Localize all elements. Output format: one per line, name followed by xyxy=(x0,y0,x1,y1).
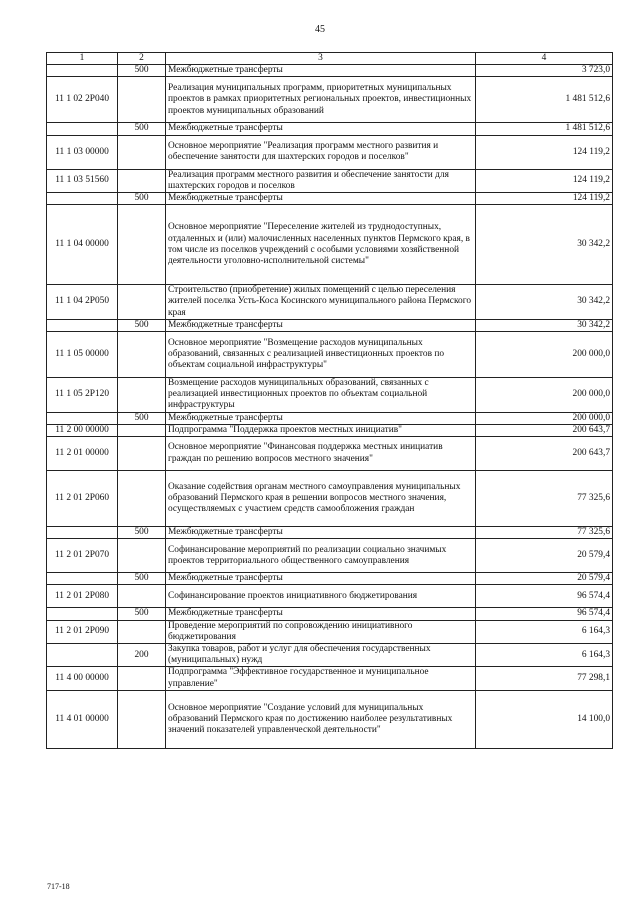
table-row xyxy=(47,690,613,748)
cell-name: Реализация программ местного развития и обеспечение занятости для шахтерских городов и поселков xyxy=(166,169,476,192)
table-row xyxy=(47,424,613,436)
cell-code: 11 2 01 2P080 xyxy=(47,585,118,608)
cell-amount: 30 342,2 xyxy=(476,319,613,331)
cell-type: 500 xyxy=(118,573,166,585)
table-row xyxy=(47,573,613,585)
cell-code xyxy=(47,123,118,135)
cell-name: Строительство (приобретение) жилых помещений с целью переселения жителей поселка Усть-Коса Косинского муниципального района Пермского края xyxy=(166,285,476,320)
cell-name: Возмещение расходов муниципальных образований, связанных с реализацией инвестиционных проектов по объектам социальной инфраструктуры xyxy=(166,378,476,413)
cell-code xyxy=(47,319,118,331)
cell-type xyxy=(118,667,166,690)
cell-type xyxy=(118,690,166,748)
cell-code: 11 1 03 00000 xyxy=(47,135,118,169)
table-row xyxy=(47,65,613,77)
cell-name: Софинансирование проектов инициативного бюджетирования xyxy=(166,585,476,608)
table-row xyxy=(47,644,613,667)
cell-amount: 1 481 512,6 xyxy=(476,123,613,135)
cell-type: 500 xyxy=(118,123,166,135)
cell-amount: 200 000,0 xyxy=(476,332,613,378)
cell-amount: 77 298,1 xyxy=(476,667,613,690)
cell-code: 11 2 01 2P060 xyxy=(47,471,118,527)
cell-code xyxy=(47,573,118,585)
cell-name: Реализация муниципальных программ, приоритетных муниципальных проектов в рамках приоритетных региональных проектов, инвестиционных проектов муниципальных образований xyxy=(166,77,476,123)
cell-amount: 200 000,0 xyxy=(476,378,613,413)
table-row xyxy=(47,437,613,471)
cell-name: Межбюджетные трансферты xyxy=(166,193,476,205)
cell-code: 11 1 04 00000 xyxy=(47,205,118,285)
table-row xyxy=(47,135,613,169)
cell-type xyxy=(118,424,166,436)
cell-name: Закупка товаров, работ и услуг для обеспечения государственных (муниципальных) нужд xyxy=(166,644,476,667)
table-row xyxy=(47,332,613,378)
table-header-row xyxy=(47,53,613,65)
table-row xyxy=(47,169,613,192)
cell-amount: 30 342,2 xyxy=(476,285,613,320)
cell-name: Основное мероприятие "Переселение жителей из труднодоступных, отдаленных и (или) малочисленных населенных пунктов Пермского края, в том числе из поселков учреждений с особыми условиями хозяйственной деятельности уголовно-исполнительной системы" xyxy=(166,205,476,285)
cell-code: 11 2 01 2P070 xyxy=(47,539,118,573)
cell-amount: 124 119,2 xyxy=(476,135,613,169)
cell-name: Межбюджетные трансферты xyxy=(166,608,476,620)
table-row xyxy=(47,412,613,424)
cell-amount: 6 164,3 xyxy=(476,620,613,643)
header-col-2: 2 xyxy=(118,53,166,65)
cell-amount: 77 325,6 xyxy=(476,471,613,527)
table-row xyxy=(47,608,613,620)
cell-type xyxy=(118,135,166,169)
cell-amount: 20 579,4 xyxy=(476,539,613,573)
cell-type xyxy=(118,620,166,643)
cell-name: Подпрограмма "Поддержка проектов местных инициатив" xyxy=(166,424,476,436)
table-body xyxy=(47,65,613,749)
table-row xyxy=(47,667,613,690)
cell-type xyxy=(118,285,166,320)
cell-name: Основное мероприятие "Создание условий для муниципальных образований Пермского края по достижению наиболее результативных значений показателей управленческой деятельности" xyxy=(166,690,476,748)
cell-code: 11 1 04 2P050 xyxy=(47,285,118,320)
cell-type: 200 xyxy=(118,644,166,667)
cell-code: 11 2 01 2P090 xyxy=(47,620,118,643)
table-row xyxy=(47,285,613,320)
cell-amount: 200 000,0 xyxy=(476,412,613,424)
cell-type xyxy=(118,437,166,471)
document-code: 717-18 xyxy=(47,882,70,891)
cell-code: 11 1 02 2P040 xyxy=(47,77,118,123)
cell-code xyxy=(47,65,118,77)
cell-amount: 30 342,2 xyxy=(476,205,613,285)
cell-amount: 77 325,6 xyxy=(476,527,613,539)
table-row xyxy=(47,471,613,527)
cell-code: 11 4 00 00000 xyxy=(47,667,118,690)
table-row xyxy=(47,77,613,123)
cell-name: Межбюджетные трансферты xyxy=(166,412,476,424)
table-row xyxy=(47,123,613,135)
cell-name: Проведение мероприятий по сопровождению инициативного бюджетирования xyxy=(166,620,476,643)
cell-name: Межбюджетные трансферты xyxy=(166,123,476,135)
cell-type: 500 xyxy=(118,193,166,205)
page-number: 45 xyxy=(315,24,325,35)
header-col-3: 3 xyxy=(166,53,476,65)
cell-type xyxy=(118,169,166,192)
cell-amount: 200 643,7 xyxy=(476,437,613,471)
cell-code: 11 4 01 00000 xyxy=(47,690,118,748)
cell-type: 500 xyxy=(118,608,166,620)
table-row xyxy=(47,527,613,539)
cell-amount: 3 723,0 xyxy=(476,65,613,77)
cell-type: 500 xyxy=(118,527,166,539)
cell-code: 11 2 01 00000 xyxy=(47,437,118,471)
cell-amount: 124 119,2 xyxy=(476,169,613,192)
cell-type xyxy=(118,585,166,608)
cell-code: 11 1 05 2P120 xyxy=(47,378,118,413)
cell-code: 11 1 03 51560 xyxy=(47,169,118,192)
cell-type xyxy=(118,205,166,285)
cell-code xyxy=(47,193,118,205)
cell-amount: 6 164,3 xyxy=(476,644,613,667)
cell-name: Основное мероприятие "Финансовая поддержка местных инициатив граждан по решению вопросов местного значения" xyxy=(166,437,476,471)
header-col-4: 4 xyxy=(476,53,613,65)
cell-code: 11 2 00 00000 xyxy=(47,424,118,436)
cell-type xyxy=(118,471,166,527)
cell-code xyxy=(47,644,118,667)
cell-code xyxy=(47,608,118,620)
cell-code: 11 1 05 00000 xyxy=(47,332,118,378)
table-row xyxy=(47,193,613,205)
cell-amount: 200 643,7 xyxy=(476,424,613,436)
cell-type: 500 xyxy=(118,65,166,77)
cell-name: Основное мероприятие "Реализация программ местного развития и обеспечение занятости для шахтерских городов и поселков" xyxy=(166,135,476,169)
table-row xyxy=(47,585,613,608)
cell-type xyxy=(118,332,166,378)
cell-type xyxy=(118,77,166,123)
cell-name: Софинансирование мероприятий по реализации социально значимых проектов территориального общественного самоуправления xyxy=(166,539,476,573)
cell-amount: 124 119,2 xyxy=(476,193,613,205)
cell-type xyxy=(118,539,166,573)
table-row xyxy=(47,378,613,413)
cell-amount: 1 481 512,6 xyxy=(476,77,613,123)
cell-code xyxy=(47,412,118,424)
cell-amount: 96 574,4 xyxy=(476,608,613,620)
cell-name: Основное мероприятие "Возмещение расходов муниципальных образований, связанных с реализацией инвестиционных проектов по объектам социальной инфраструктуры" xyxy=(166,332,476,378)
cell-amount: 96 574,4 xyxy=(476,585,613,608)
cell-code xyxy=(47,527,118,539)
cell-type: 500 xyxy=(118,319,166,331)
table-row xyxy=(47,319,613,331)
table-row xyxy=(47,205,613,285)
cell-amount: 14 100,0 xyxy=(476,690,613,748)
cell-name: Оказание содействия органам местного самоуправления муниципальных образований Пермского края в решении вопросов местного значения, осуществляемых с участием средств самообложения граждан xyxy=(166,471,476,527)
cell-amount: 20 579,4 xyxy=(476,573,613,585)
budget-table xyxy=(46,52,613,749)
cell-name: Подпрограмма "Эффективное государственное и муниципальное управление" xyxy=(166,667,476,690)
table-row xyxy=(47,539,613,573)
table-row xyxy=(47,620,613,643)
cell-name: Межбюджетные трансферты xyxy=(166,573,476,585)
header-col-1: 1 xyxy=(47,53,118,65)
cell-name: Межбюджетные трансферты xyxy=(166,65,476,77)
cell-name: Межбюджетные трансферты xyxy=(166,527,476,539)
cell-name: Межбюджетные трансферты xyxy=(166,319,476,331)
cell-type: 500 xyxy=(118,412,166,424)
cell-type xyxy=(118,378,166,413)
